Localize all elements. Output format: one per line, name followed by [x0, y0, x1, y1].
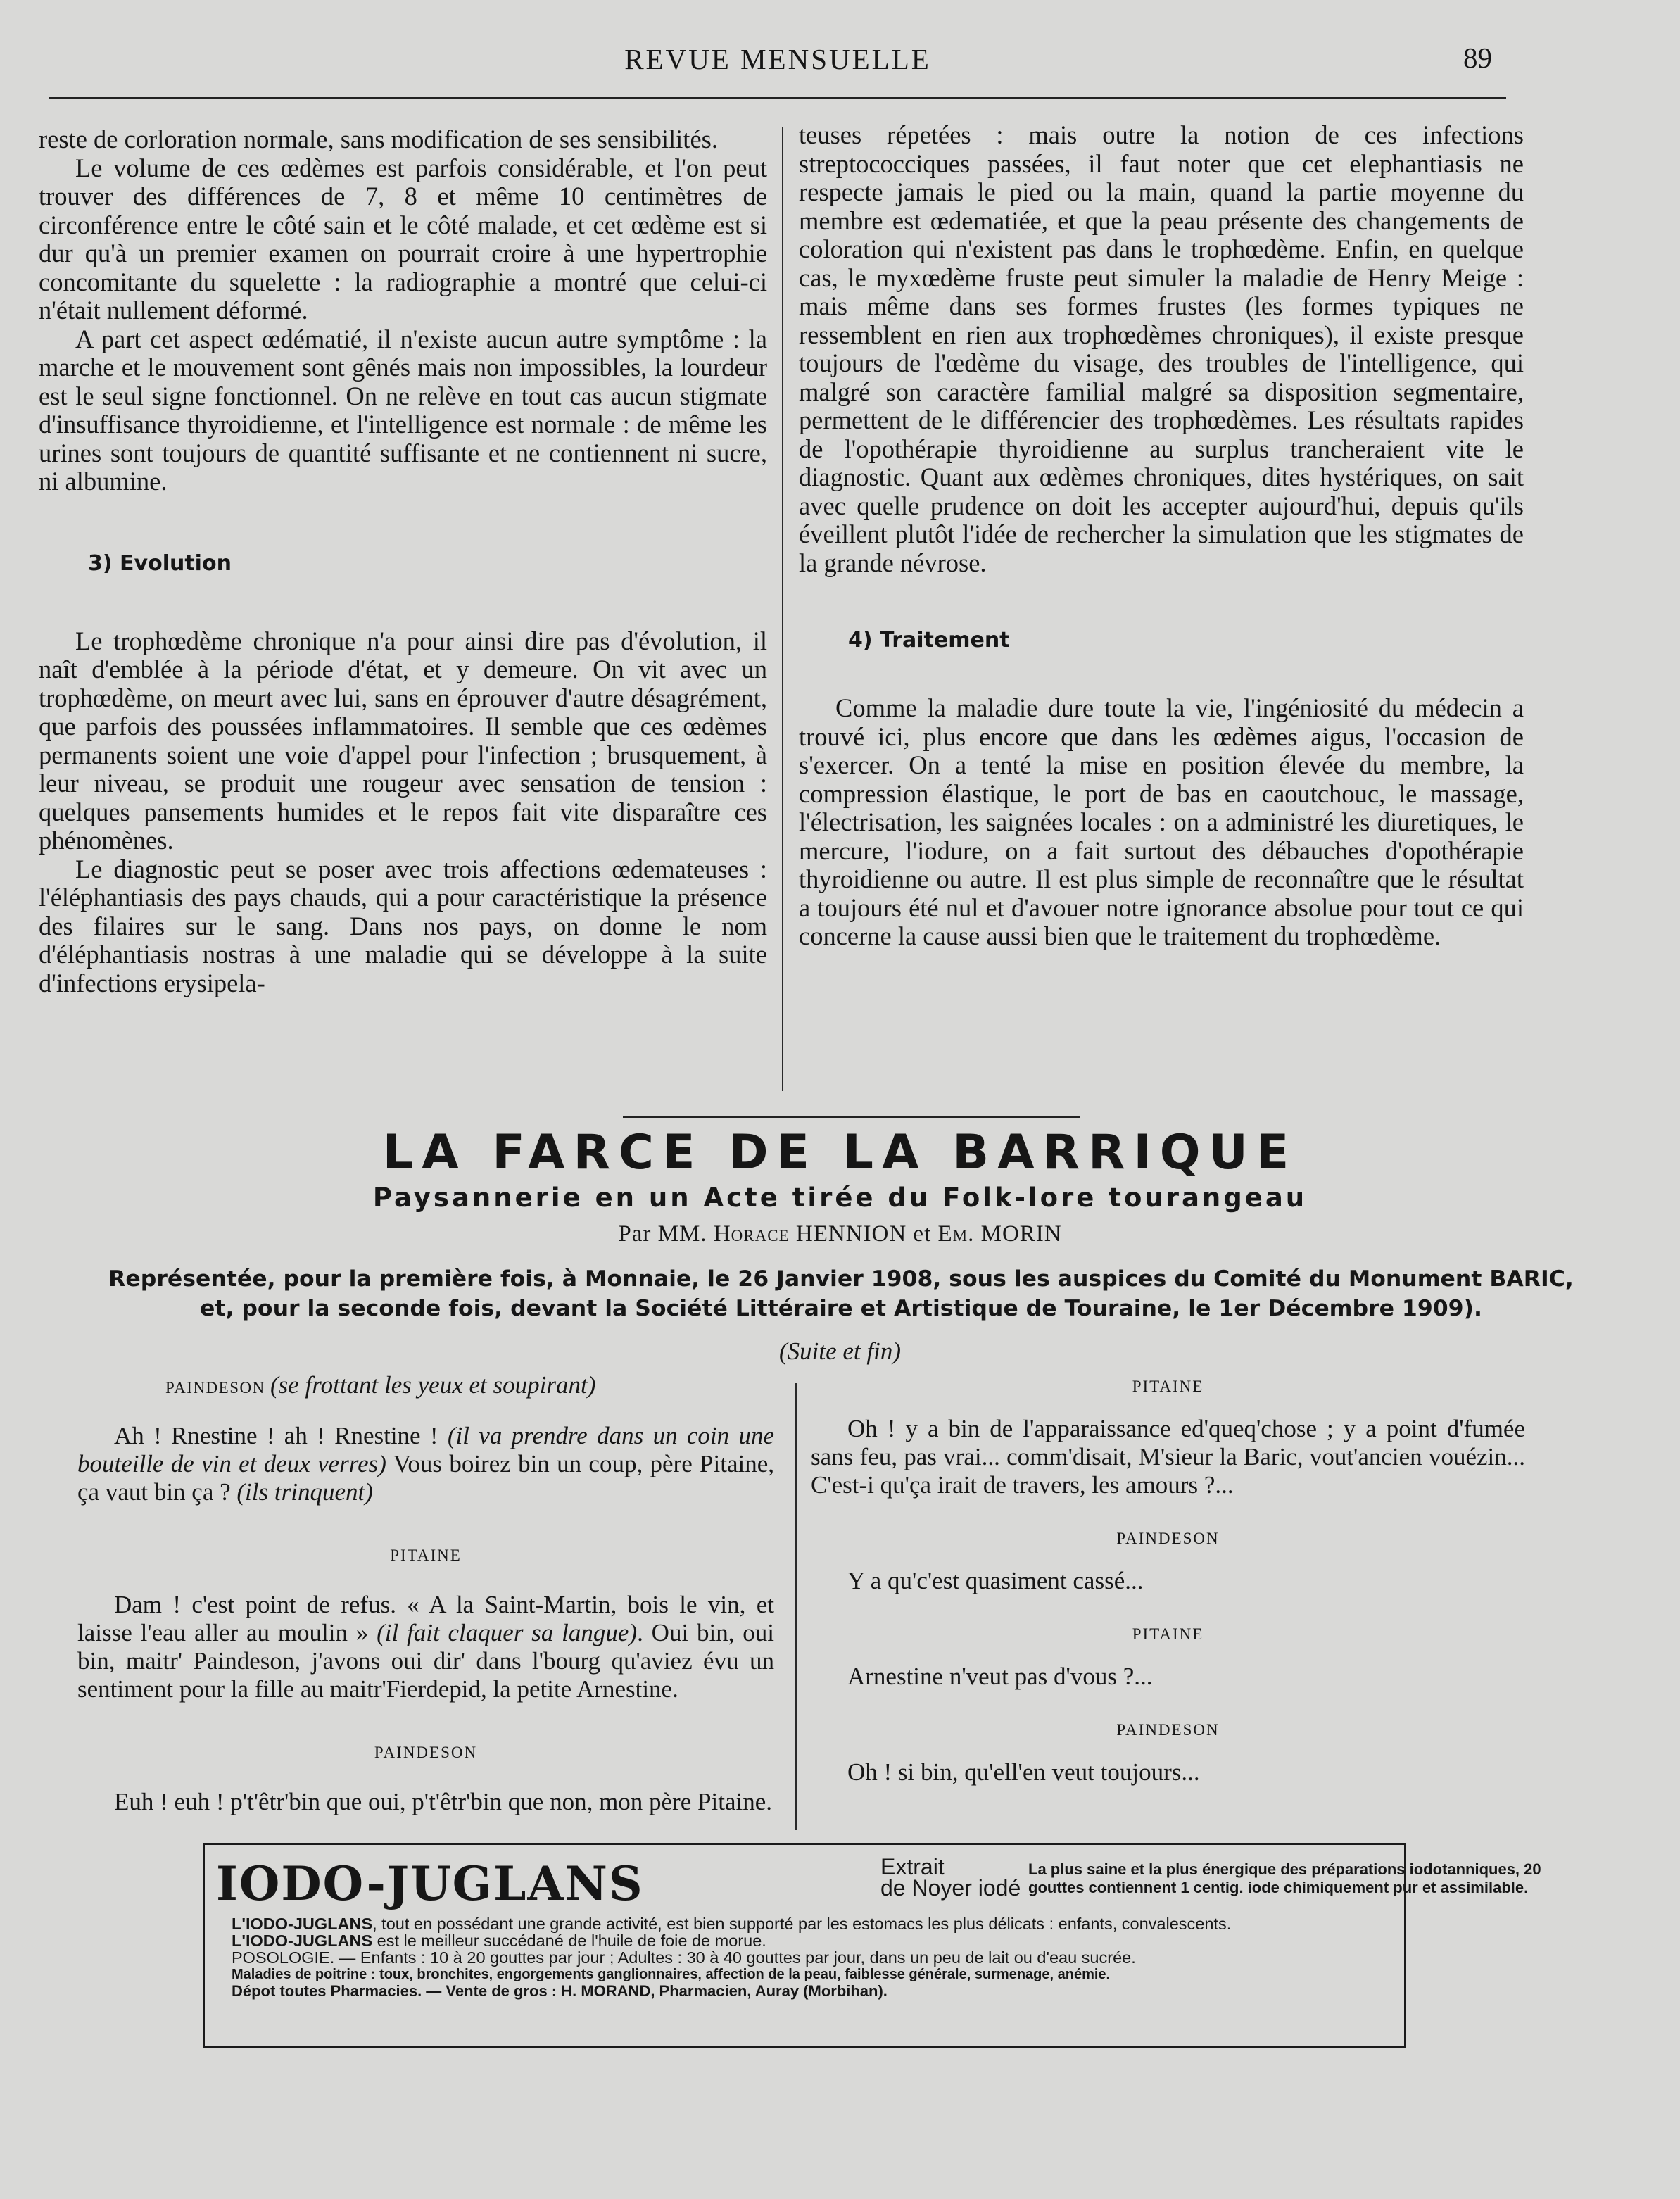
- dialogue-text: . Oui bin, oui bin, maitr' Paindeson, j'avons oui dir' dans l'bourg qu'aviez évu un sentiment pour la fille au maitr'Fierdepid, la petite Arnestine.: [77, 1619, 774, 1703]
- dialogue-text: Vous boirez bin un coup, père Pitaine, ça vaut bin ça ?: [77, 1450, 774, 1506]
- speaker-label: PAINDESON: [165, 1379, 265, 1397]
- play-authors: [0, 1221, 1680, 1247]
- dialogue-right-column: [811, 1373, 1525, 1812]
- ad-line: [232, 1932, 1555, 1949]
- dialogue-left-column: [77, 1371, 774, 1851]
- stage-direction: (il va prendre dans un coin une bouteille de vin et deux verres): [77, 1422, 774, 1477]
- ad-text: , tout en possédant une grande activité, est bien supporté par les estomacs les plus délicats : enfants, convalescents.: [372, 1915, 1232, 1933]
- speaker-name: PAINDESON: [374, 1744, 478, 1761]
- paragraph: Comme la maladie dure toute la vie, l'ingéniosité du médecin a trouvé ici, plus encore que dans les œdèmes aigus, l'occasion de s'exercer. On a tenté la mise en position élevée du membre, la compression élastique, le port de bas en caoutchouc, le massage, l'électrisation, les saignées locales : on a administré les diuretiques, le mercure, l'iodure, on a fait surtout des débauches d'opothérapie thyroidienne ou autre. Il est plus simple de reconnaître que le résultat a toujours été nul et d'avouer notre ignorance absolue pour tout ce qui concerne la cause aussi bien que le traitement du trophœdème.: [799, 693, 1524, 950]
- stage-direction: (il fait claquer sa langue): [377, 1619, 638, 1646]
- article-left-column: [39, 125, 767, 997]
- section-heading-traitement: 4) Traitement: [848, 628, 1010, 653]
- dialogue-text: Dam ! c'est point de refus. « A la Saint-Martin, bois le vin, et laisse l'eau aller au moulin »: [77, 1591, 774, 1646]
- section-rule: [623, 1116, 1080, 1118]
- dialogue-line: Euh ! euh ! p't'êtr'bin que oui, p't'êtr'bin que non, mon père Pitaine.: [114, 1788, 772, 1815]
- author2-first: Em.: [937, 1221, 975, 1247]
- author1-last: HENNION: [795, 1221, 907, 1247]
- paragraph: Le volume de ces œdèmes est parfois considérable, et l'on peut trouver des différences de 7, 8 et même 10 centimètres de circonférence entre le côté sain et le côté malade, et cet œdème est si dur qu'à un premier examen on pourrait croire à une hypertrophie concomitante du squelette : la radiographie a montré que celui-ci n'était nullement déformé.: [39, 153, 767, 325]
- advertisement-box: [203, 1843, 1541, 2048]
- paragraph: reste de corloration normale, sans modification de ses sensibilités.: [39, 125, 718, 153]
- ad-text: est le meilleur succédané de l'huile de foie de morue.: [372, 1932, 766, 1950]
- dialogue-line: Arnestine n'veut pas d'vous ?...: [847, 1663, 1153, 1690]
- continued-note: (Suite et fin): [778, 1337, 901, 1365]
- dialogue-text: Ah ! Rnestine ! ah ! Rnestine !: [114, 1422, 448, 1449]
- stage-direction: (se frottant les yeux et soupirant): [270, 1371, 596, 1399]
- speaker-name: [165, 1371, 774, 1402]
- section-heading-evolution: 3) Evolution: [88, 550, 232, 576]
- paragraph: Le trophœdème chronique n'a pour ainsi dire pas d'évolution, il naît d'emblée à la période d'état, et y demeure. On vit avec un trophœdème, on meurt avec lui, sans en éprouver d'autre désagrément, que parfois des poussées inflammatoires. Il semble que ces œdèmes permanents soient une voie d'appel pour l'infection ; brusquement, à leur niveau, se produit une rougeur avec sensation de tension : quelques pansements humides et le repos fait vite disparaître ces phénomènes.: [39, 626, 767, 855]
- play-title: LA FARCE DE LA BARRIQUE: [382, 1125, 1298, 1180]
- speaker-name: PITAINE: [1132, 1625, 1204, 1643]
- performance-note: [42, 1264, 1640, 1323]
- performance-line-2: et, pour la seconde fois, devant la Société Littéraire et Artistique de Touraine, le 1er Décembre 1909).: [200, 1296, 1482, 1321]
- author1-first: Horace: [713, 1221, 790, 1247]
- ad-body: [232, 1915, 1555, 2000]
- dialogue-line: Oh ! y a bin de l'apparaissance ed'queq'chose ; y a point d'fumée sans feu, pas vrai... comm'disait, M'sieur la Baric, vout'ancien vouézin... C'est-i qu'ça irait de travers, les amours ?...: [811, 1415, 1525, 1499]
- ad-paren-line: de Noyer iodé: [880, 1875, 1021, 1901]
- dialogue-line: [77, 1591, 774, 1703]
- speaker-name: PITAINE: [390, 1546, 462, 1564]
- stage-direction: (ils trinquent): [236, 1478, 373, 1506]
- play-subtitle: Paysannerie en un Acte tirée du Folk-lore tourangeau: [372, 1183, 1308, 1213]
- speaker-name: PITAINE: [1132, 1378, 1204, 1395]
- ad-product-type: [880, 1854, 1021, 1901]
- paragraph: Le diagnostic peut se poser avec trois affections œdemateuses : l'éléphantiasis des pays chauds, qui a pour caractéristique la présence des filaires sur le sang. Dans nos pays, on donne le nom d'éléphantiasis nostras à une maladie qui se développe à la suite d'infections erysipela-: [39, 854, 767, 997]
- author2-last: MORIN: [980, 1221, 1062, 1247]
- performance-line-1: Représentée, pour la première fois, à Monnaie, le 26 Janvier 1908, sous les auspices du Comité du Monument BARIC,: [108, 1266, 1574, 1292]
- ad-tagline: La plus saine et la plus énergique des préparations iodotanniques, 20 gouttes contiennent 1 centig. iode chimiquement pur et assimilable.: [1028, 1860, 1541, 1896]
- ad-brand-inline: L'IODO-JUGLANS: [232, 1932, 373, 1950]
- ad-depot: Dépot toutes Pharmacies. — Vente de gros : H. MORAND, Pharmacien, Auray (Morbihan).: [232, 1982, 888, 2000]
- dialogue-line: [77, 1422, 774, 1506]
- ad-line: [232, 1915, 1555, 1932]
- speaker-name: PAINDESON: [1116, 1530, 1220, 1547]
- running-title: REVUE MENSUELLE: [624, 43, 931, 75]
- ad-brand: IODO-JUGLANS: [216, 1856, 644, 1911]
- paragraph: teuses répetées : mais outre la notion de ces infections streptococciques passées, il faut noter que cet elephantiasis ne respecte jamais le pied ou la main, quand la partie moyenne du membre est œdematiée, et que la peau présente des changements de coloration qui n'existent pas dans le trophœdème. Enfin, en quelque cas, le myxœdème fruste peut simuler la maladie de Henry Meige : mais même dans ses formes frustes (les formes typiques ne ressemblent en rien aux trophœdèmes chroniques), il existe presque toujours de l'œdème du visage, des troubles de l'intelligence, qui malgré son caractère familial malgré sa disposition segmentaire, permettent de le différencier des trophœdèmes. Les résultats rapides de l'opothérapie thyroidienne au surplus trancheraient vite le diagnostic. Quant aux œdèmes chroniques, dites hystériques, on sait avec quelle prudence on doit les accepter aujourd'hui, depuis qu'ils éveillent plutôt l'idée de rechercher la simulation que les stigmates de la grande névrose.: [799, 120, 1524, 577]
- speaker-name: PAINDESON: [1116, 1721, 1220, 1739]
- header-rule: [49, 97, 1506, 99]
- authors-and: et: [907, 1221, 938, 1247]
- ad-brand-inline: L'IODO-JUGLANS: [232, 1915, 373, 1933]
- dialogue-line: Y a qu'c'est quasiment cassé...: [847, 1567, 1144, 1594]
- ad-paren-line: Extrait: [880, 1854, 945, 1879]
- article-right-column: [799, 121, 1524, 951]
- ad-maladies: Maladies de poitrine : toux, bronchites, engorgements ganglionnaires, affection de la peau, faiblesse générale, surmenage, anémie.: [232, 1967, 1111, 1982]
- column-divider: [795, 1383, 797, 1830]
- page-number: 89: [1463, 42, 1492, 74]
- dialogue-line: Oh ! si bin, qu'ell'en veut toujours...: [847, 1758, 1200, 1786]
- paragraph: A part cet aspect œdématié, il n'existe aucun autre symptôme : la marche et le mouvement sont gênés mais non impossibles, la lourdeur est le seul signe fonctionnel. On ne relève en tout cas aucun stigmate d'insuffisance thyroidienne, et l'intelligence est normale : de même les urines sont toujours de quantité suffisante et ne contiennent ni sucre, ni albumine.: [39, 324, 767, 496]
- column-divider: [782, 127, 783, 1091]
- ad-posologie: POSOLOGIE. — Enfants : 10 à 20 gouttes par jour ; Adultes : 30 à 40 gouttes par jour, dans un peu de lait ou d'eau sucrée.: [232, 1948, 1136, 1967]
- page-header: [49, 37, 1506, 86]
- authors-prefix: Par MM.: [618, 1221, 714, 1247]
